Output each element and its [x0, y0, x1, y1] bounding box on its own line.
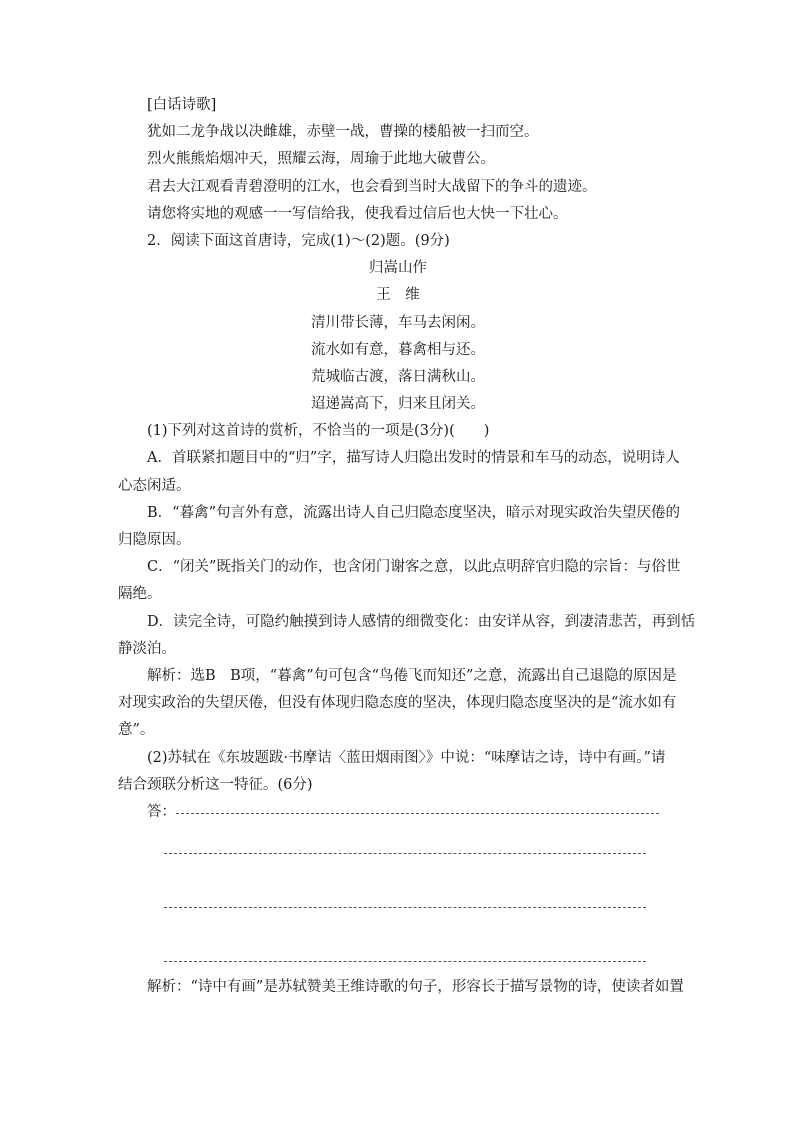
- poem-line-3: 荒城临古渡，落日满秋山。: [311, 368, 485, 385]
- option-b-line-2: 归隐原因。: [118, 532, 191, 548]
- sub-question-2-stem-line-1: (2)苏轼在《东坡题跋·书摩诘〈蓝田烟雨图〉》中说：“味摩诘之诗，诗中有画。”请: [147, 749, 666, 766]
- sub-question-1-stem: (1)下列对这首诗的赏析，不恰当的一项是(3分)( ): [147, 423, 490, 440]
- option-d-line-1: D．读完全诗，可隐约触摸到诗人感情的细微变化：由安详从容，到凄清悲苦，再到恬: [147, 613, 696, 630]
- answer-blank-block-4: [118, 934, 678, 974]
- option-c-line-1: C．“闭关”既指关门的动作，也含闭门谢客之意，以此点明辞官归隐的宗旨：与俗世: [147, 559, 681, 576]
- question-2-stem: 2．阅读下面这首唐诗，完成(1)～(2)题。(9分): [147, 232, 450, 249]
- vernacular-line-4: 请您将实地的观感一一写信给我，使我看过信后也大快一下壮心。: [147, 205, 568, 222]
- analysis-1-line-1: 解析：选B B项，“暮禽”句可包含“鸟倦飞而知还”之意，流露出自己退隐的原因是: [147, 667, 677, 684]
- option-b-line-1: B．“暮禽”句言外有意，流露出诗人自己归隐态度坚决，暗示对现实政治失望厌倦的: [147, 504, 680, 521]
- option-a-line-2: 心态闲适。: [118, 477, 191, 494]
- answer-blank-line-1[interactable]: [176, 813, 659, 814]
- vernacular-line-2: 烈火熊熊焰烟冲天，照耀云海，周瑜于此地大破曹公。: [147, 151, 495, 168]
- poem-line-4: 迢递嵩高下，归来且闭关。: [311, 396, 485, 413]
- answer-blank-line-3[interactable]: [164, 907, 646, 908]
- answer-blank-line-4[interactable]: [164, 961, 646, 962]
- poem-line-2: 流水如有意，暮禽相与还。: [311, 341, 485, 358]
- poem-title: 归嵩山作: [369, 260, 427, 277]
- answer-blank-block-3: [118, 880, 678, 934]
- analysis-1-line-2: 对现实政治的失望厌倦，但没有体现归隐态度的坚决，体现归隐态度坚决的是“流水如有: [118, 695, 677, 712]
- answer-blank-block-2: [118, 826, 678, 880]
- vernacular-line-1: 犹如二龙争战以决雌雄，赤壁一战，曹操的楼船被一扫而空。: [147, 124, 539, 141]
- poem-author: 王 维: [376, 287, 420, 304]
- sub-question-2-stem-line-2: 结合颈联分析这一特征。(6分): [118, 776, 313, 793]
- poem-line-1: 清川带长薄，车马去闲闲。: [311, 314, 485, 331]
- answer-blank-line-2[interactable]: [164, 853, 646, 854]
- option-a-line-1: A．首联紧扣题目中的“归”字，描写诗人归隐出发时的情景和车马的动态，说明诗人: [147, 450, 680, 467]
- analysis-2-line-1: 解析：“诗中有画”是苏轼赞美王维诗歌的句子，形容长于描写景物的诗，使读者如置: [147, 979, 684, 996]
- option-d-line-2: 静淡泊。: [118, 640, 176, 657]
- section-label: [白话诗歌]: [147, 97, 217, 113]
- vernacular-line-3: 君去大江观看青碧澄明的江水，也会看到当时大战留下的争斗的遗迹。: [147, 178, 597, 195]
- option-c-line-2: 隔绝。: [118, 586, 162, 603]
- answer-row: [118, 799, 678, 826]
- answer-label: 答：: [147, 803, 176, 820]
- document-page: [118, 92, 696, 1001]
- analysis-1-line-3: 意”。: [118, 722, 155, 739]
